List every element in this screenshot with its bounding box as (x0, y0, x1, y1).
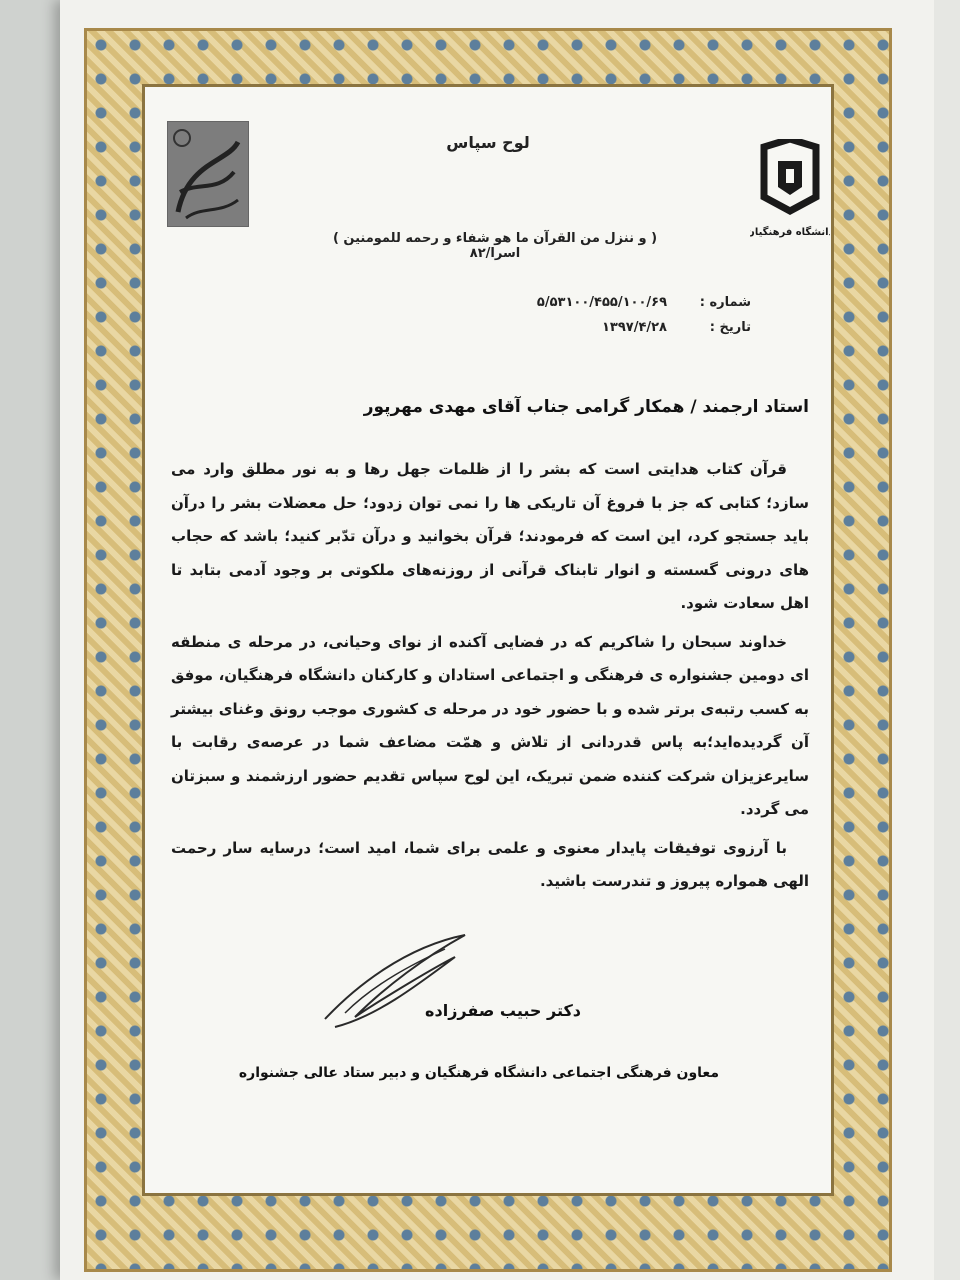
salutation: استاد ارجمند / همکار گرامی جناب آقای مهدی مهرپور (363, 397, 809, 417)
quran-verse: ( و ننزل من القرآن ما هو شفاء و رحمه للمومنین ) اسرا/۸۲ (332, 231, 658, 261)
date-row (451, 320, 751, 335)
paragraph: با آرزوی توفیقات پایدار معنوی و علمی برای شما، امید است؛ درسایه سار رحمت الهی همواره پیروز و تندرست باشید. (171, 838, 809, 890)
paragraph: قرآن کتاب هدایتی است که بشر را از ظلمات جهل رها و به نور مطلق وارد می سازد؛ کتابی که جز با فروغ آن تاریکی ها را نمی توان زدود؛ حل معضلات بشر را درآن باید جستجو کرد، این است که فرمودند؛ قرآن بخوانید و درآن تدّبر کنید؛ باشد که حجاب های درونی گسسته و انوار تابناک قرآنی از روزنه‌های ملکوتی بر وجود آدمی بتابد تا اهل سعادت شود. (171, 460, 809, 612)
handwritten-signature (315, 927, 475, 1037)
page-title: لوح سپاس (446, 133, 530, 152)
signer-title: معاون فرهنگی اجتماعی دانشگاه فرهنگیان و دبیر ستاد عالی جشنواره (238, 1065, 719, 1081)
signer-name: دکتر حبیب صفرزاده (425, 1001, 581, 1020)
paper-edge (934, 0, 960, 1280)
document-meta (451, 295, 751, 345)
certificate-body (142, 84, 834, 1196)
date-label: تاریخ : (709, 320, 751, 335)
letter-body (171, 453, 809, 904)
paragraph: خداوند سبحان را شاکریم که در فضایی آکنده از نوای وحیانی، در مرحله ی منطقه ای دومین جشنواره ی فرهنگی و اجتماعی استادان و کارکنان دانشگاه فرهنگیان، موفق به کسب رتبه‌ی برتر شده و با حضور خود در مرحله ی کشوری موجب رونق وغنای بیشتر آن گردیده‌اید؛به پاس قدردانی از تلاش و همّت مضاعف شما در عرصه‌ی رقابت با سایرعزیزان شرکت کننده ضمن تبریک، این لوح سپاس تقدیم حضور ارزشمند و سبزتان می گردد. (171, 632, 809, 818)
university-logo-text: دانشگاه فرهنگیان (750, 227, 830, 238)
number-label: شماره : (699, 295, 751, 310)
number-row (451, 295, 751, 310)
number-value: ۵/۵۳۱۰۰/۴۵۵/۱۰۰/۶۹ (536, 295, 667, 310)
university-logo (750, 139, 830, 249)
date-value: ۱۳۹۷/۴/۲۸ (601, 320, 667, 335)
